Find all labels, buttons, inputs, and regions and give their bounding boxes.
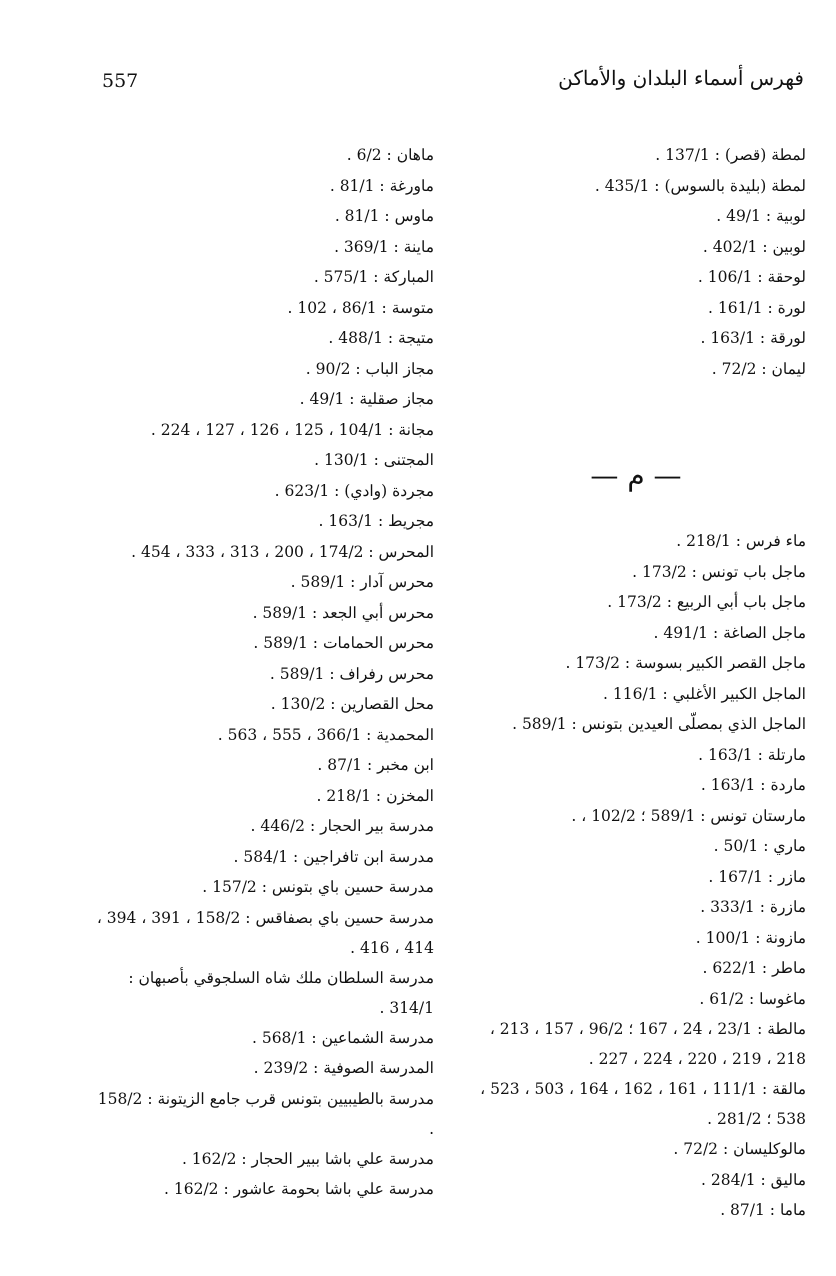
entry-refs: 163/1 xyxy=(328,512,374,530)
entry-name: مالوكليسان xyxy=(733,1140,806,1158)
entry-name: مدرسة الشماعين xyxy=(321,1028,434,1047)
entry-name: ماوس xyxy=(394,207,434,225)
entry-refs: 622/1 xyxy=(712,959,757,977)
entry-refs: 446/2 xyxy=(260,817,306,835)
index-column-left xyxy=(96,140,434,1205)
entries-mim-continued xyxy=(96,140,434,1205)
entry-refs: 81/1 xyxy=(344,207,380,225)
entry-name: ماهان xyxy=(396,146,434,164)
entry-name: مجاز صقلية xyxy=(359,390,434,408)
entry-refs: 173/2 xyxy=(642,562,687,581)
entry-refs: 130/2 xyxy=(280,695,326,713)
entry-name: متيجة xyxy=(398,329,434,347)
index-entry: ماليق : 284/1 . xyxy=(701,1170,806,1189)
entry-refs: 90/2 xyxy=(315,359,351,378)
index-entry: محرس الحمامات : 589/1 . xyxy=(253,634,434,652)
entry-refs: 366/1 ، 555 ، 563 xyxy=(227,725,362,744)
entry-refs: 137/1 xyxy=(665,146,710,164)
index-entry: ماهان : 6/2 . xyxy=(346,146,434,164)
entry-name: المدرسة الصوفية xyxy=(323,1059,434,1077)
index-entry: متيجة : 488/1 . xyxy=(328,329,434,347)
entry-name: ماري xyxy=(773,837,806,855)
index-entry: مالقة : 111/1 ، 161 ، 162 ، 164 ، 503 ، 523 ، 538 ؛ 281/2 . xyxy=(480,1080,806,1128)
index-entry: لوبين : 402/1 . xyxy=(702,237,806,256)
entry-refs: 104/1 ، 125 ، 126 ، 127 ، 224 xyxy=(160,420,384,439)
entry-name: مارستان تونس xyxy=(710,806,806,825)
index-entry: محرس رفراف : 589/1 . xyxy=(269,664,434,683)
entry-name: مجردة (وادي) xyxy=(344,481,434,500)
entry-refs: 488/1 xyxy=(338,329,383,347)
entry-refs: 239/2 xyxy=(263,1059,309,1077)
index-entry: المحرس : 174/2 ، 200 ، 313 ، 333 ، 454 . xyxy=(131,542,434,561)
entry-refs: 284/1 xyxy=(710,1170,756,1189)
index-entry: مدرسة ابن تافراجين : 584/1 . xyxy=(233,847,434,866)
entry-name: المحمدية xyxy=(376,725,434,744)
entry-refs: 402/1 xyxy=(712,237,758,256)
entry-refs: 491/1 xyxy=(663,623,709,642)
entry-name: مدرسة بير الحجار xyxy=(320,817,434,835)
index-entry: محرس أبي الجعد : 589/1 . xyxy=(252,603,434,622)
index-entry: المدرسة الصوفية : 239/2 . xyxy=(253,1059,434,1077)
entry-refs: 6/2 xyxy=(356,146,382,164)
entry-refs: 589/1 xyxy=(279,664,325,683)
entry-refs: 23/1 ، 24 ، 167 ؛ 96/2 ، 157 ، 213 ، 218 ، 219 ، 220 ، 224 ، 227 xyxy=(489,1020,806,1068)
index-entry: ماغوسا : 61/2 . xyxy=(699,989,806,1008)
index-entry: لوبية : 49/1 . xyxy=(716,207,806,225)
index-entry: مدرسة بير الحجار : 446/2 . xyxy=(250,817,434,835)
entry-name: المجتنى xyxy=(383,451,434,469)
index-entry: مدرسة علي باشا بحومة عاشور : 162/2 . xyxy=(164,1180,434,1198)
index-entry: مدرسة علي باشا ببير الحجار : 162/2 . xyxy=(181,1149,434,1168)
entry-name: لورقة xyxy=(770,329,806,347)
index-entry: ماجل باب تونس : 173/2 . xyxy=(632,562,806,581)
entry-name: ماردة xyxy=(770,776,806,794)
index-entry: لمطة (بليدة بالسوس) : 435/1 . xyxy=(594,176,806,195)
entry-name: مالقة xyxy=(772,1080,806,1098)
entry-name: ماطر xyxy=(772,959,806,977)
entry-name: محرس آدار xyxy=(360,573,434,591)
index-entry: المخزن : 218/1 . xyxy=(316,786,434,805)
index-entry: ماء فرس : 218/1 . xyxy=(676,532,806,550)
entry-name: محرس أبي الجعد xyxy=(322,603,434,622)
entry-name: مازر xyxy=(778,867,806,886)
index-entry: مارتلة : 163/1 . xyxy=(698,745,806,764)
entry-name: ماجل القصر الكبير بسوسة xyxy=(635,654,806,672)
entry-refs: 575/1 xyxy=(323,268,369,286)
entry-refs: 584/1 xyxy=(243,847,289,866)
entry-name: مازرة xyxy=(769,898,806,916)
index-entry: مجردة (وادي) : 623/1 . xyxy=(274,481,434,500)
index-entry: المجتنى : 130/1 . xyxy=(314,451,434,469)
entry-name: ماجل باب أبي الربيع xyxy=(676,593,806,611)
entry-name: ماورغة xyxy=(389,176,434,195)
entry-name: مارتلة xyxy=(767,745,806,764)
entry-refs: 568/1 xyxy=(261,1028,307,1047)
entry-name: لمطة (قصر) xyxy=(724,146,806,164)
entry-refs: 72/2 xyxy=(683,1140,719,1158)
section-letter-mim: — م — xyxy=(590,459,682,492)
entry-refs: 49/1 xyxy=(309,390,345,408)
entry-name: ماء فرس xyxy=(745,532,806,550)
index-entry: ماورغة : 81/1 . xyxy=(329,176,434,195)
entry-name: لوبية xyxy=(775,207,806,225)
index-entry: متوسة : 86/1 ، 102 . xyxy=(287,298,434,317)
index-entry: ماجل باب أبي الربيع : 173/2 . xyxy=(607,593,806,611)
index-entry: المحمدية : 366/1 ، 555 ، 563 . xyxy=(217,725,434,744)
entry-refs: 218/1 xyxy=(686,532,731,550)
index-entry: لورقة : 163/1 . xyxy=(700,329,806,347)
entry-refs: 167/1 xyxy=(718,867,763,886)
entry-name: لمطة (بليدة بالسوس) xyxy=(664,176,806,195)
entry-name: ماليق xyxy=(770,1170,806,1189)
entry-name: مالطة xyxy=(767,1020,806,1038)
entry-name: المحرس xyxy=(378,542,434,561)
entry-name: مدرسة حسين باي بصفاقس xyxy=(255,908,434,927)
entry-refs: 116/1 xyxy=(612,684,658,703)
entry-name: ابن مخبر xyxy=(377,756,434,774)
entry-refs: 161/1 xyxy=(717,298,763,317)
entry-refs: 162/2 xyxy=(173,1180,219,1198)
index-entry: ماردة : 163/1 . xyxy=(700,776,806,794)
entry-refs: 163/1 xyxy=(707,745,753,764)
entry-refs: 87/1 xyxy=(327,756,363,774)
entry-refs: 589/1 ؛ 102/2 ، xyxy=(581,806,696,825)
index-entry: المباركة : 575/1 . xyxy=(313,268,434,286)
index-entry: ليمان : 72/2 . xyxy=(711,359,806,378)
index-entry: محرس آدار : 589/1 . xyxy=(290,573,434,591)
entry-name: مدرسة علي باشا بحومة عاشور xyxy=(233,1180,434,1198)
index-entry: ماينة : 369/1 . xyxy=(334,237,434,256)
entry-name: لوبين xyxy=(772,237,806,256)
entry-name: ليمان xyxy=(771,359,806,378)
entry-name: محل القصارين xyxy=(340,695,434,713)
entry-refs: 49/1 xyxy=(726,207,761,225)
entry-refs: 162/2 xyxy=(191,1149,237,1168)
entry-refs: 314/1 xyxy=(389,998,434,1017)
index-entry: مالوكليسان : 72/2 . xyxy=(673,1140,806,1158)
entry-name: ماجل الصاغة xyxy=(723,623,806,642)
entry-name: مجاز الباب xyxy=(365,359,434,378)
index-entry: ماما : 87/1 . xyxy=(720,1201,806,1219)
entry-name: متوسة xyxy=(391,298,434,317)
entry-refs: 87/1 xyxy=(730,1201,765,1219)
entry-refs: 174/2 ، 200 ، 313 ، 333 ، 454 xyxy=(140,542,364,561)
index-entry: ماجل القصر الكبير بسوسة : 173/2 . xyxy=(565,654,806,672)
entry-refs: 158/2 ، 391 ، 394 ، 414 ، 416 xyxy=(96,908,434,957)
entry-name: لورة xyxy=(777,298,806,317)
index-entry: الماجل الكبير الأغلبي : 116/1 . xyxy=(603,684,806,703)
entry-refs: 589/1 xyxy=(521,715,567,733)
entry-name: لوحقة xyxy=(767,268,806,286)
index-entry: محل القصارين : 130/2 . xyxy=(270,695,434,713)
entry-refs: 589/1 xyxy=(300,573,346,591)
entry-refs: 72/2 xyxy=(721,359,757,378)
entry-refs: 61/2 xyxy=(709,989,745,1008)
entry-name: مجريط xyxy=(388,512,434,530)
entry-refs: 157/2 xyxy=(212,878,257,896)
entries-lam xyxy=(466,140,806,384)
index-entry: مجاز الباب : 90/2 . xyxy=(305,359,434,378)
entry-refs: 589/1 xyxy=(263,634,308,652)
index-entry: مجريط : 163/1 . xyxy=(318,512,434,530)
index-entry: مازر : 167/1 . xyxy=(708,867,806,886)
entry-refs: 158/2 xyxy=(97,1089,143,1108)
index-entry: ماجل الصاغة : 491/1 . xyxy=(653,623,806,642)
index-entry: مجاز صقلية : 49/1 . xyxy=(299,390,434,408)
entry-name: مدرسة السلطان ملك شاه السلجوقي بأصبهان xyxy=(138,968,434,987)
index-entry: مدرسة بالطيبيين بتونس قرب جامع الزيتونة : 158/2 . xyxy=(97,1089,434,1138)
index-entry: مدرسة الشماعين : 568/1 . xyxy=(251,1028,434,1047)
entry-refs: 50/1 xyxy=(723,837,759,855)
index-entry: مالطة : 23/1 ، 24 ، 167 ؛ 96/2 ، 157 ، 213 ، 218 ، 219 ، 220 ، 224 ، 227 . xyxy=(489,1020,806,1068)
entry-name: ماينة xyxy=(403,237,434,256)
entry-refs: 106/1 xyxy=(707,268,753,286)
entry-name: ماغوسا xyxy=(759,989,806,1008)
entry-refs: 218/1 xyxy=(326,786,371,805)
entry-refs: 173/2 xyxy=(617,593,662,611)
entry-refs: 163/1 xyxy=(710,329,755,347)
entry-name: الماجل الذي بمصلّى العيدين بتونس xyxy=(581,715,806,733)
entry-name: المخزن xyxy=(386,786,434,805)
entry-name: محرس رفراف xyxy=(339,664,434,683)
entries-mim xyxy=(466,526,806,1226)
entry-refs: 369/1 xyxy=(343,237,389,256)
index-entry: ماوس : 81/1 . xyxy=(334,207,434,225)
entry-name: الماجل الكبير الأغلبي xyxy=(672,684,806,703)
index-entry: مجانة : 104/1 ، 125 ، 126 ، 127 ، 224 . xyxy=(150,420,434,439)
index-entry: ابن مخبر : 87/1 . xyxy=(317,756,434,774)
entry-name: ماما xyxy=(779,1201,806,1219)
entry-refs: 589/1 xyxy=(262,603,308,622)
entry-name: مدرسة بالطيبيين بتونس قرب جامع الزيتونة xyxy=(157,1089,434,1108)
entry-refs: 333/1 xyxy=(710,898,755,916)
index-entry: ماري : 50/1 . xyxy=(713,837,806,855)
index-entry: مدرسة السلطان ملك شاه السلجوقي بأصبهان : 314/1 . xyxy=(128,968,434,1017)
page-number: 557 xyxy=(102,70,139,92)
entry-refs: 163/1 xyxy=(710,776,756,794)
index-entry: لمطة (قصر) : 137/1 . xyxy=(655,146,806,164)
index-entry: لوحقة : 106/1 . xyxy=(697,268,806,286)
index-entry: ماطر : 622/1 . xyxy=(702,959,806,977)
entry-refs: 86/1 ، 102 xyxy=(297,298,377,317)
entry-name: المباركة xyxy=(383,268,434,286)
entry-name: مدرسة علي باشا ببير الحجار xyxy=(251,1149,434,1168)
entry-name: مازونة xyxy=(765,928,806,947)
index-entry: لورة : 161/1 . xyxy=(708,298,806,317)
entry-name: مدرسة ابن تافراجين xyxy=(303,847,434,866)
index-column-right xyxy=(466,140,806,1226)
entry-refs: 173/2 xyxy=(575,654,620,672)
entry-name: مدرسة حسين باي بتونس xyxy=(271,878,434,896)
entry-refs: 100/1 xyxy=(705,928,751,947)
index-entry: مدرسة حسين باي بتونس : 157/2 . xyxy=(202,878,434,896)
index-entry: مازرة : 333/1 . xyxy=(700,898,806,916)
entry-refs: 130/1 xyxy=(323,451,369,469)
spacer xyxy=(466,384,806,432)
entry-refs: 111/1 ، 161 ، 162 ، 164 ، 503 ، 523 ، 538 ؛ 281/2 xyxy=(480,1080,806,1128)
index-entry: الماجل الذي بمصلّى العيدين بتونس : 589/1 . xyxy=(512,715,806,733)
index-entry: مازونة : 100/1 . xyxy=(695,928,806,947)
entry-refs: 81/1 xyxy=(339,176,375,195)
entry-refs: 435/1 xyxy=(604,176,650,195)
entry-name: مجانة xyxy=(398,420,434,439)
entry-name: محرس الحمامات xyxy=(322,634,434,652)
index-entry: مدرسة حسين باي بصفاقس : 158/2 ، 391 ، 394 ، 414 ، 416 . xyxy=(96,908,434,957)
entry-name: ماجل باب تونس xyxy=(701,562,806,581)
page-header-title: فهرس أسماء البلدان والأماكن xyxy=(558,66,804,90)
index-entry: مارستان تونس : 589/1 ؛ 102/2 ، . xyxy=(571,806,806,825)
entry-refs: 623/1 xyxy=(284,481,330,500)
